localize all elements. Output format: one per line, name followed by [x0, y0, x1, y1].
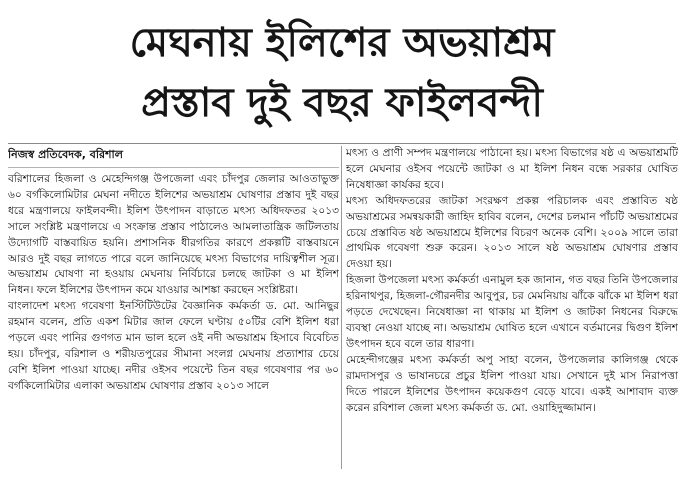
article-paragraph: মেহেন্দীগঞ্জের মৎস্য কর্মকর্তা অপু সাহা বলেন, উপজেলার কালিগঞ্জ থেকে রামদাসপুর ও ভাষানচরে প্রচুর ইলিশ পাওয়া যায়। সেখানে দুই মাস নিরাপত্তা দিতে পারলে ইলিশের উৎপাদন কয়েকগুণ বেড়ে যাবে। একই আশাবাদ ব্যক্ত করেন রবিশাল জেলা মৎস্য কর্মকর্তা ড. মো. ওয়াহিদুজ্জামান।: [346, 353, 678, 414]
headline-line-2: প্রস্তাব দুই বছর ফাইলবন্দী: [141, 80, 543, 126]
article-paragraph: মৎস্য ও প্রাণী সম্পদ মন্ত্রণালয়ে পাঠানো হয়। মৎস্য বিভাগের ষষ্ঠ এ অভয়াশ্রমটি হলে মেঘনার ওইসব পয়েন্টে জাটকা ও মা ইলিশ নিধন বন্ধে সরকার ঘোষিত নিষেধাজ্ঞা কার্যকর হবে।: [346, 147, 678, 191]
article-column-right: [346, 146, 678, 471]
article-paragraph: বাংলাদেশ মৎস্য গবেষণা ইনস্টিটিউটের বৈজ্ঞানিক কর্মকর্তা ড. মো. আনিছুর রহমান বলেন, প্রতি একশ মিটার জাল ফেলে ঘণ্টায় ৫০টির বেশি ইলিশ ধরা পড়লে এবং পানির গুণগত মান ভাল হলে ওই নদী অভয়াশ্রম হিসাবে বিবেচিত হয়। চাঁদপুর, বরিশাল ও শরীয়তপুরের সীমানা সংলগ্ন মেঘনায় প্রত্যাশার চেয়ে বেশি ইলিশ পাওয়া যাচ্ছে। নদীর ওইসব পয়েন্টে তিন বছর গবেষণার পর ৬০ বর্গকিলোমিটার এলাকা অভয়াশ্রম ঘোষণার প্রস্তাব ২০১৩ সালে: [8, 300, 339, 392]
article-paragraph: মৎস্য অধিদফতরের জাটকা সংরক্ষণ প্রকল্প পরিচালক এবং প্রস্তাবিত ষষ্ঠ অভয়াশ্রমের সমন্বয়কারী জাহিদ হাবিব বলেন, দেশের চলমান পাঁচটি অভয়াশ্রমের চেয়ে প্রস্তাবিত ষষ্ঠ অভয়াশ্রমে ইলিশের বিচরণ অনেক বেশি। ২০০৯ সালে তারা প্রাথমিক গবেষণা শুরু করেন। ২০১৩ সালে ষষ্ঠ অভয়াশ্রম ঘোষণার প্রস্তাব দেওয়া হয়।: [346, 194, 678, 271]
article-paragraph: হিজলা উপজেলা মৎস্য কর্মকর্তা এনামুল হক জানান, গত বছর তিনি উপজেলার হরিনাথপুর, হিজলা-গৌরনদীর আবুপুর, চর মেমনিয়ায় ঝাঁকে ঝাঁকে মা ইলিশ ধরা পড়তে দেখেছেন। নিষেধাজ্ঞা না থাকায় মা ইলিশ ও জাটকা নিধনের বিরুদ্ধে ব্যবস্থা নেওয়া যাচ্ছে না। অভয়াশ্রম ঘোষিত হলে এখানে বর্তমানের দ্বিগুণ ইলিশ উৎপাদন হবে বলে তার ধারণা।: [346, 274, 678, 350]
headline-divider: [8, 143, 676, 144]
headline-line-1: মেঘনায় ইলিশের অভয়াশ্রম: [129, 20, 555, 66]
article-paragraph: বরিশালের হিজলা ও মেহেন্দিগঞ্জ উপজেলা এবং চাঁদপুর জেলার আওতাভুক্ত ৬০ বর্গকিলোমিটার মেঘনা নদীতে ইলিশের অভয়াশ্রম ঘোষণার প্রস্তাব দুই বছর ধরে মন্ত্রণালয়ে ফাইলবন্দী। ইলিশ উৎপাদন বাড়াতে মৎস্য অধিদফতর ২০১৩ সালে সংশ্লিষ্ট মন্ত্রণালয়ে এ সংক্রান্ত প্রস্তাব পাঠালেও আমলাতান্ত্রিক জটিলতায় উদ্যোগটি বাস্তবায়িত হয়নি। প্রশাসনিক ধীরগতির কারণে প্রকল্পটি বাস্তবায়নে আরও দুই বছর লাগতে পারে বলে জানিয়েছে মৎস্য বিভাগের দায়িত্বশীল সূত্র। অভয়াশ্রম ঘোষণা না হওয়ায় মেঘনায় নির্বিচারে চলছে জাটকা ও মা ইলিশ নিধন। ফলে ইলিশের উৎপাদন কমে যাওয়ার আশঙ্কা করছেন সংশ্লিষ্টরা।: [8, 173, 339, 297]
article-column-left: [8, 146, 339, 471]
column-divider: [341, 146, 342, 469]
byline-divider: [8, 167, 339, 168]
byline: নিজস্ব প্রতিবেদক, বরিশাল: [8, 148, 123, 161]
